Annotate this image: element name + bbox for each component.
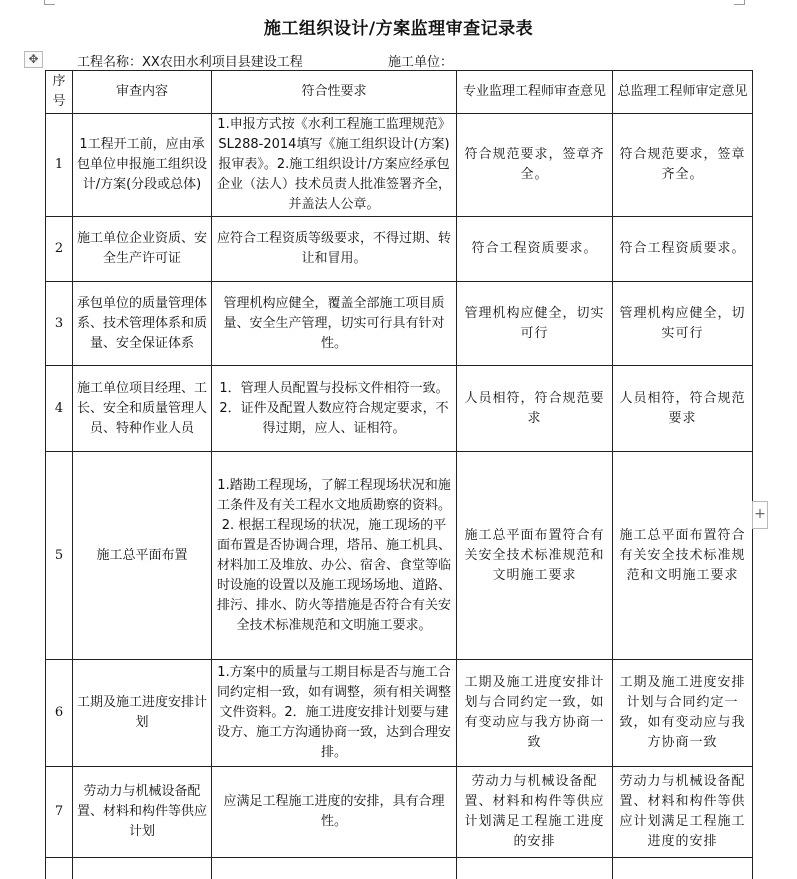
row-content[interactable]: 施工单位企业资质、安全生产许可证 [73,217,212,282]
row-chief-opinion[interactable] [613,858,753,879]
row-chief-opinion[interactable]: 符合规范要求，签章齐全。 [613,114,753,217]
table-row [46,282,753,366]
table-header-row [46,71,753,114]
row-specialist-opinion[interactable]: 符合规范要求，签章齐全。 [457,114,613,217]
row-content[interactable]: 1工程开工前，应由承包单位申报施工组织设计/方案(分段或总体) [73,114,212,217]
row-seq [46,858,73,879]
row-seq: 3 [46,282,73,366]
table-row [46,217,753,282]
row-specialist-opinion[interactable]: 人员相符，符合规范要求 [457,366,613,452]
row-seq: 7 [46,767,73,858]
page-corner-mark-left [44,0,55,5]
row-chief-opinion[interactable]: 劳动力与机械设备配置、材料和构件等供应计划满足工程施工进度的安排 [613,767,753,858]
review-table [45,70,753,879]
page-corner-mark-right [734,0,745,5]
table-row [46,660,753,767]
row-specialist-opinion[interactable]: 施工总平面布置符合有关安全技术标准规范和文明施工要求 [457,452,613,660]
row-seq: 2 [46,217,73,282]
row-requirement[interactable]: 管理机构应健全，覆盖全部施工项目质量、安全生产管理，切实可行具有针对性。 [212,282,457,366]
row-chief-opinion[interactable]: 管理机构应健全，切实可行 [613,282,753,366]
row-seq: 6 [46,660,73,767]
header-requirement: 符合性要求 [212,71,457,114]
construction-unit-label: 施工单位： [388,55,454,70]
row-requirement[interactable]: 应符合工程资质等级要求，不得过期、转让和冒用。 [212,217,457,282]
row-requirement[interactable]: 1.踏勘工程现场，了解工程现场状况和施工条件及有关工程水文地质勘察的资料。 2. 根据工程现场的状况，施工现场的平面布置是否协调合理，塔吊、施工机具、材料加工及堆放、办公、宿舍、食堂等临时设施的设置以及施工现场场地、道路、排污、排水、防火等措施是否符合有关安全技术标准规范和文明施工要求。 [212,452,457,660]
row-content[interactable]: 施工总平面布置 [73,452,212,660]
row-chief-opinion[interactable]: 施工总平面布置符合有关安全技术标准规范和文明施工要求 [613,452,753,660]
table-move-handle[interactable] [24,51,43,68]
row-content[interactable] [73,858,212,879]
row-seq: 4 [46,366,73,452]
header-chief-opinion: 总监理工程师审定意见 [613,71,753,114]
row-requirement[interactable]: 应满足工程施工进度的安排，具有合理性。 [212,767,457,858]
project-name-label: 工程名称：XX农田水利项目县建设工程 [77,55,303,70]
row-requirement[interactable]: 1.申报方式按《水利工程施工监理规范》SL288-2014填写《施工组织设计(方案)报审表》。2.施工组织设计/方案应经承包企业（法人）技术员责人批准签署齐全，并盖法人公章。 [212,114,457,217]
plus-icon: + [754,506,766,522]
document-title: 施工组织设计/方案监理审查记录表 [263,19,534,39]
row-chief-opinion[interactable]: 符合工程资质要求。 [613,217,753,282]
table-row [46,858,753,879]
row-specialist-opinion[interactable]: 符合工程资质要求。 [457,217,613,282]
table-row [46,366,753,452]
row-content[interactable]: 劳动力与机械设备配置、材料和构件等供应计划 [73,767,212,858]
table-row [46,452,753,660]
row-content[interactable]: 施工单位项目经理、工长、安全和质量管理人员、特种作业人员 [73,366,212,452]
row-seq: 1 [46,114,73,217]
move-icon: ✥ [28,52,39,66]
header-specialist-opinion: 专业监理工程师审查意见 [457,71,613,114]
row-requirement[interactable] [212,858,457,879]
row-chief-opinion[interactable]: 工期及施工进度安排计划与合同约定一致，如有变动应与我方协商一致 [613,660,753,767]
row-seq: 5 [46,452,73,660]
row-chief-opinion[interactable]: 人员相符，符合规范要求 [613,366,753,452]
row-specialist-opinion[interactable]: 管理机构应健全，切实可行 [457,282,613,366]
table-row [46,767,753,858]
row-specialist-opinion[interactable] [457,858,613,879]
header-seq: 序号 [46,71,73,114]
header-content: 审查内容 [73,71,212,114]
row-specialist-opinion[interactable]: 工期及施工进度安排计划与合同约定一致，如有变动应与我方协商一致 [457,660,613,767]
row-requirement[interactable]: 1．管理人员配置与投标文件相符一致。 2．证件及配置人数应符合规定要求，不得过期，应人、证相符。 [212,366,457,452]
row-specialist-opinion[interactable]: 劳动力与机械设备配置、材料和构件等供应计划满足工程施工进度的安排 [457,767,613,858]
row-content[interactable]: 工期及施工进度安排计划 [73,660,212,767]
table-row [46,114,753,217]
row-content[interactable]: 承包单位的质量管理体系、技术管理体系和质量、安全保证体系 [73,282,212,366]
row-requirement[interactable]: 1.方案中的质量与工期目标是否与施工合同约定相一致，如有调整，须有相关调整文件资料。2．施工进度安排计划要与建设方、施工方沟通协商一致，达到合理安排。 [212,660,457,767]
add-row-button[interactable] [752,501,768,529]
